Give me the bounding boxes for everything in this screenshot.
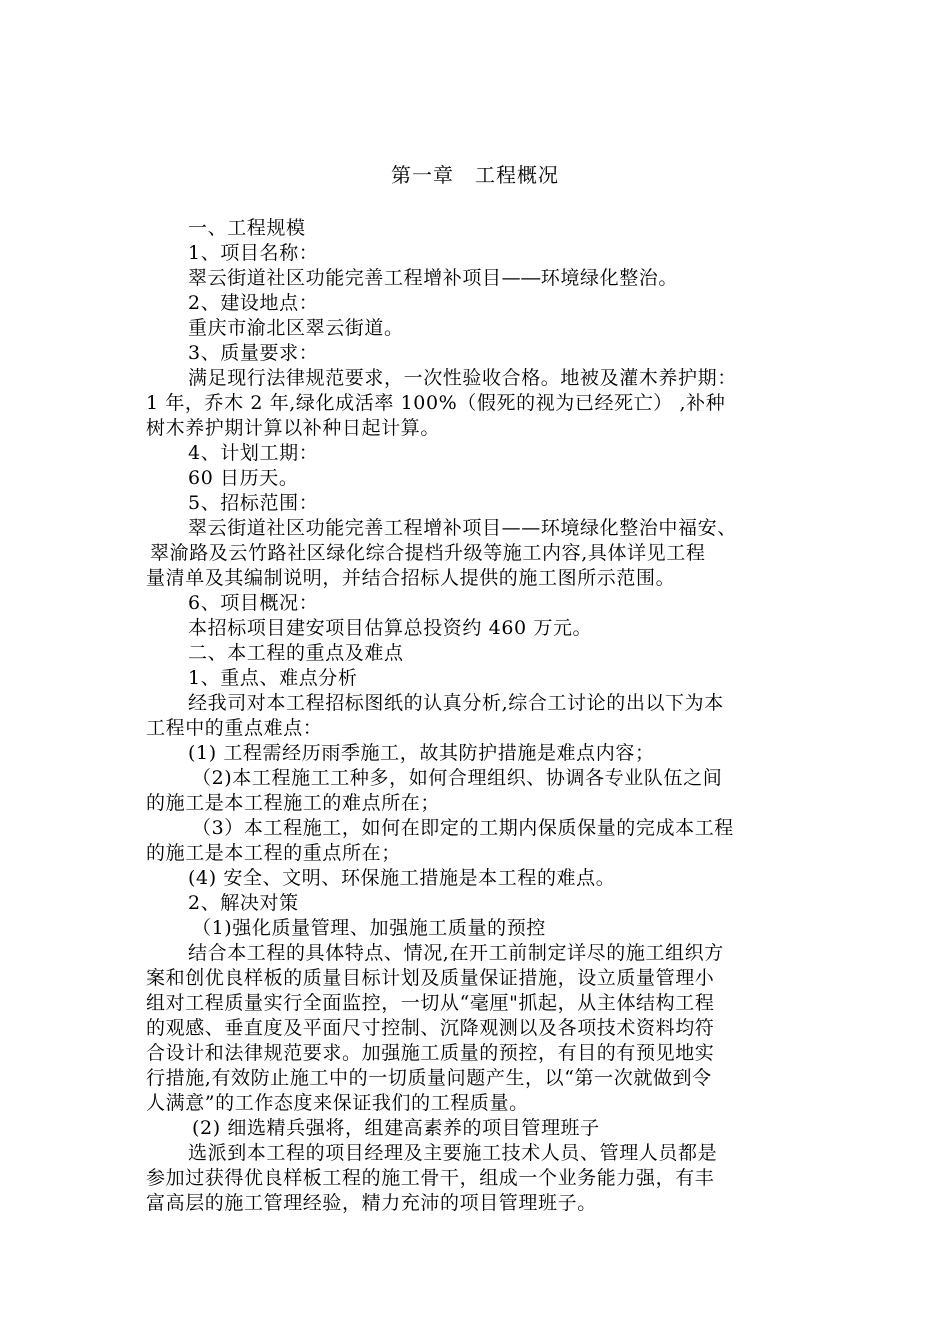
text-line: 选派到本工程的项目经理及主要施工技术人员、管理人员都是 — [188, 1142, 718, 1164]
text-line: 1、重点、难点分析 — [188, 667, 358, 689]
text-line: 本招标项目建安项目估算总投资约 460 万元。 — [188, 617, 593, 639]
text-line: 3、质量要求： — [188, 342, 319, 364]
text-line: (4) 安全、文明、环保施工措施是本工程的难点。 — [188, 867, 616, 889]
text-line: 案和创优良样板的质量目标计划及质量保证措施，设立质量管理小 — [146, 967, 715, 989]
text-line: 翠渝路及云竹路社区绿化综合提档升级等施工内容,具体详见工程 — [150, 542, 706, 564]
text-line: 1、项目名称： — [188, 242, 319, 264]
text-line: 组对工程质量实行全面监控，一切从“毫厘"抓起，从主体结构工程 — [146, 992, 715, 1014]
text-line: 富高层的施工管理经验，精力充沛的项目管理班子。 — [146, 1192, 597, 1214]
text-line: （3）本工程施工，如何在即定的工期内保质保量的完成本工程 — [192, 817, 734, 839]
text-line: (1) 工程需经历雨季施工，故其防护措施是难点内容； — [188, 742, 655, 764]
text-line: 工程中的重点难点： — [146, 717, 323, 739]
text-line: 参加过获得优良样板工程的施工骨干，组成一个业务能力强，有丰 — [146, 1167, 715, 1189]
text-line: 60 日历天。 — [188, 467, 299, 489]
text-line: （1)强化质量管理、加强施工质量的预控 — [192, 917, 546, 939]
text-line: 树木养护期计算以补种日起计算。 — [146, 417, 441, 439]
text-line: 1 年，乔木 2 年,绿化成活率 100%（假死的视为已经死亡） ,补种 — [146, 392, 726, 414]
text-line: 合设计和法律规范要求。加强施工质量的预控，有目的有预见地实 — [146, 1042, 715, 1064]
chapter-title: 第一章 工程概况 — [391, 163, 559, 187]
text-line: 6、项目概况： — [188, 592, 319, 614]
text-line: 一、工程规模 — [188, 217, 306, 239]
text-line: 4、计划工期： — [188, 442, 319, 464]
document-body — [146, 216, 806, 1216]
text-line: 的观感、垂直度及平面尺寸控制、沉降观测以及各项技术资料均符 — [146, 1017, 715, 1039]
text-line: 量清单及其编制说明，并结合招标人提供的施工图所示范围。 — [146, 567, 676, 589]
text-line: （2)本工程施工工种多，如何合理组织、协调各专业队伍之间 — [192, 767, 723, 789]
text-line: 5、招标范围： — [188, 492, 319, 514]
text-line: 2、解决对策 — [188, 892, 299, 914]
text-line: 翠云街道社区功能完善工程增补项目——环境绿化整治中福安、 — [188, 517, 737, 539]
text-line: 重庆市渝北区翠云街道。 — [188, 317, 404, 339]
text-line: 的施工是本工程施工的难点所在； — [146, 792, 441, 814]
text-line: 翠云街道社区功能完善工程增补项目—―环境绿化整治。 — [188, 267, 679, 289]
text-line: (2) 细选精兵强将，组建高素养的项目管理班子 — [192, 1117, 600, 1139]
text-line: 2、建设地点： — [188, 292, 319, 314]
text-line: 二、本工程的重点及难点 — [188, 642, 404, 664]
text-line: 经我司对本工程招标图纸的认真分析,综合工讨论的出以下为本 — [188, 692, 724, 714]
text-line: 的施工是本工程的重点所在； — [146, 842, 401, 864]
text-line: 结合本工程的具体特点、情况,在开工前制定详尽的施工组织方 — [188, 942, 724, 964]
text-line: 行措施,有效防止施工中的一切质量问题产生，以“第一次就做到令 — [146, 1067, 712, 1089]
text-line: 人满意”的工作态度来保证我们的工程质量。 — [146, 1092, 529, 1114]
text-line: 满足现行法律规范要求，一次性验收合格。地被及灌木养护期： — [188, 367, 737, 389]
